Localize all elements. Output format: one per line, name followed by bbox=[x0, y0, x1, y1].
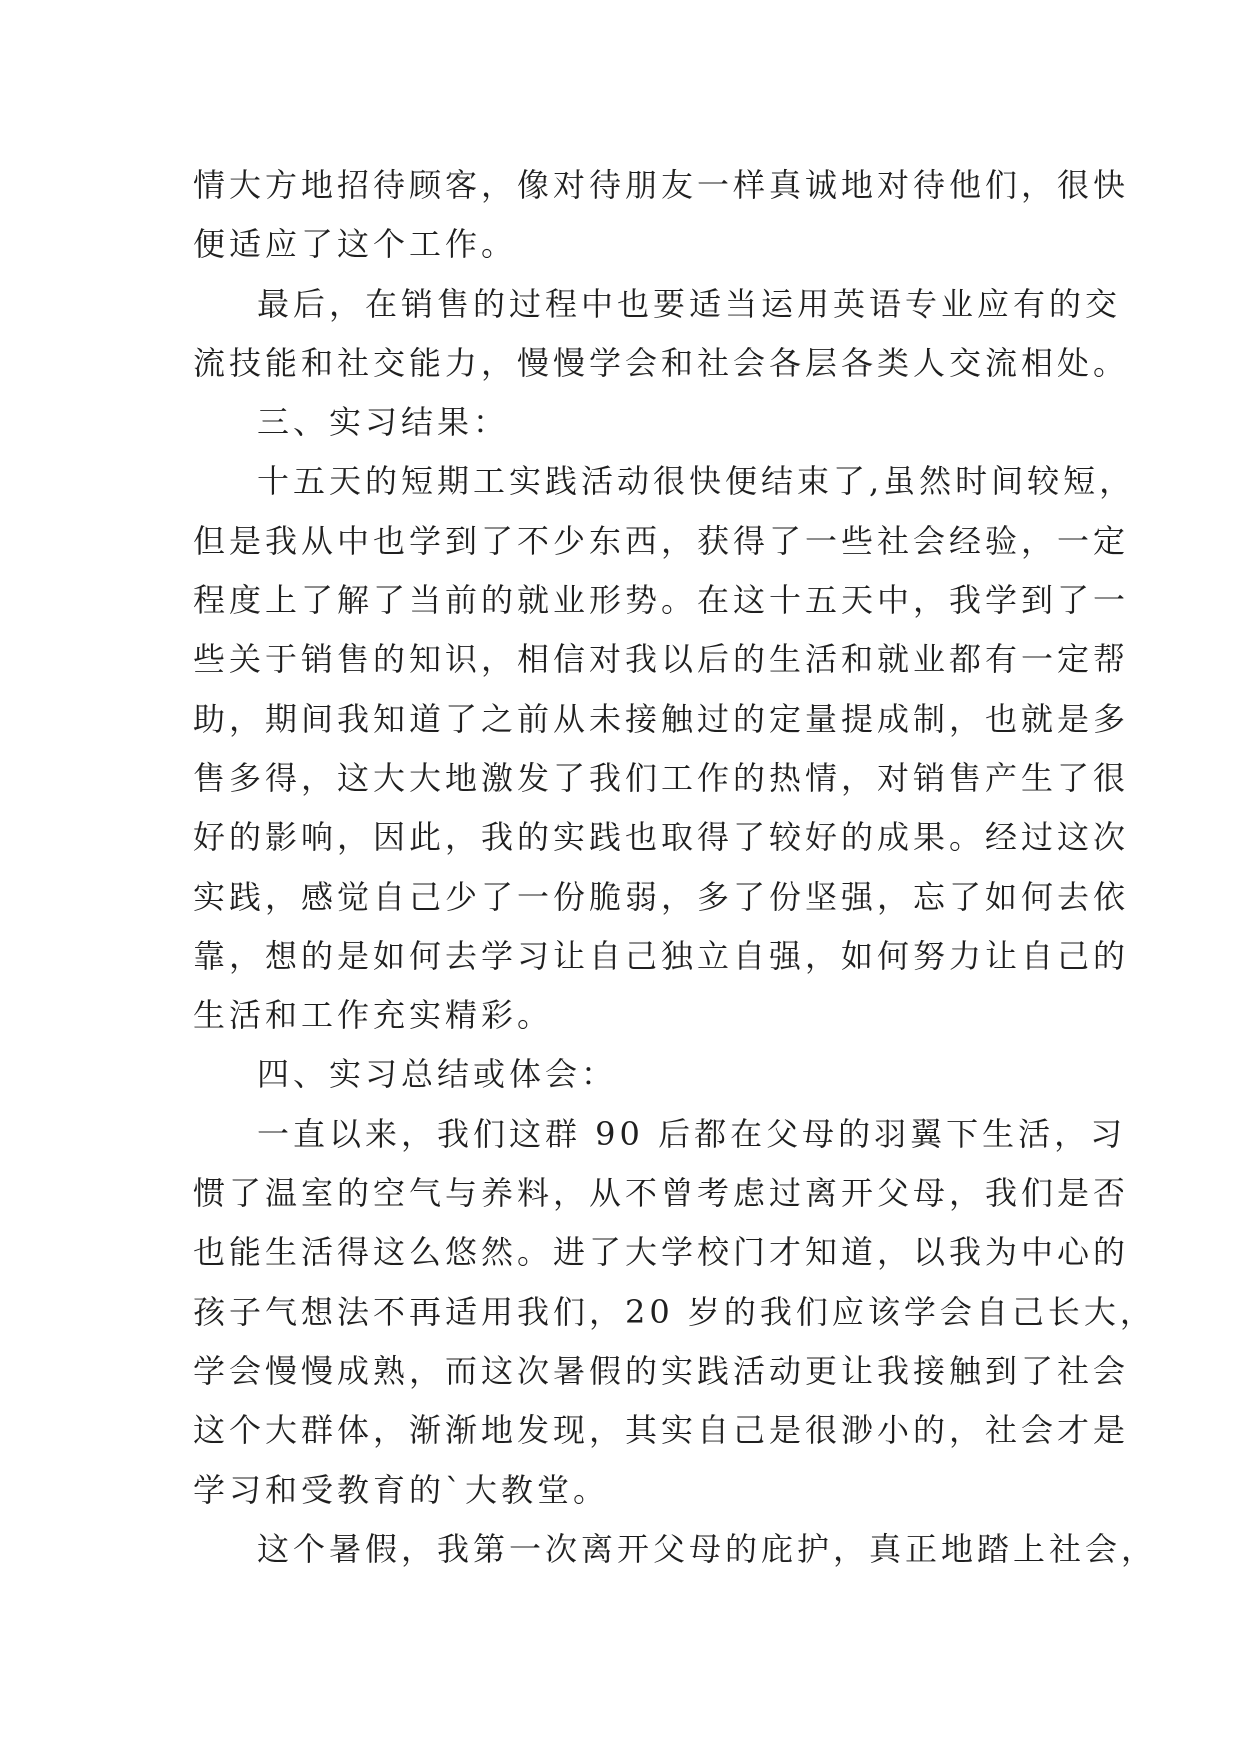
paragraph-start-line: 这个暑假，我第一次离开父母的庇护，真正地踏上社会， bbox=[257, 1529, 1158, 1568]
text-line: 这个大群体，渐渐地发现，其实自己是很渺小的，社会才是 bbox=[193, 1411, 1130, 1450]
text-line: 也能生活得这么悠然。进了大学校门才知道，以我为中心的 bbox=[193, 1233, 1130, 1272]
text-line: 靠，想的是如何去学习让自己独立自强，如何努力让自己的 bbox=[193, 936, 1130, 975]
text-line: 便适应了这个工作。 bbox=[193, 225, 518, 264]
text-line: 实践，感觉自己少了一份脆弱，多了份坚强，忘了如何去依 bbox=[193, 877, 1130, 916]
text-line: 好的影响，因此，我的实践也取得了较好的成果。经过这次 bbox=[193, 818, 1130, 857]
text-line: 惯了温室的空气与养料，从不曾考虑过离开父母，我们是否 bbox=[193, 1174, 1130, 1213]
text-line: 生活和工作充实精彩。 bbox=[193, 996, 554, 1035]
text-line: 助，期间我知道了之前从未接触过的定量提成制，也就是多 bbox=[193, 699, 1130, 738]
paragraph-start-line: 最后，在销售的过程中也要适当运用英语专业应有的交 bbox=[257, 284, 1122, 323]
text-line: 流技能和社交能力，慢慢学会和社会各层各类人交流相处。 bbox=[193, 343, 1130, 382]
text-line: 学习和受教育的`大教堂。 bbox=[193, 1470, 610, 1509]
text-line: 但是我从中也学到了不少东西，获得了一些社会经验，一定 bbox=[193, 521, 1130, 560]
text-line: 情大方地招待顾客，像对待朋友一样真诚地对待他们，很快 bbox=[193, 166, 1130, 204]
text-line: 程度上了解了当前的就业形势。在这十五天中，我学到了一 bbox=[193, 581, 1130, 620]
text-line: 些关于销售的知识，相信对我以后的生活和就业都有一定帮 bbox=[193, 640, 1130, 679]
section-heading: 四、实习总结或体会： bbox=[257, 1055, 618, 1094]
text-line: 售多得，这大大地激发了我们工作的热情，对销售产生了很 bbox=[193, 758, 1130, 797]
text-line: 学会慢慢成熟，而这次暑假的实践活动更让我接触到了社会 bbox=[193, 1351, 1130, 1390]
paragraph-start-line: 十五天的短期工实践活动很快便结束了,虽然时间较短， bbox=[257, 462, 1136, 501]
section-heading: 三、实习结果： bbox=[257, 403, 510, 442]
text-line: 孩子气想法不再适用我们，20 岁的我们应该学会自己长大， bbox=[193, 1292, 1156, 1331]
body-text bbox=[193, 156, 1158, 1579]
paragraph-start-line: 一直以来，我们这群 90 后都在父母的羽翼下生活，习 bbox=[257, 1114, 1127, 1153]
